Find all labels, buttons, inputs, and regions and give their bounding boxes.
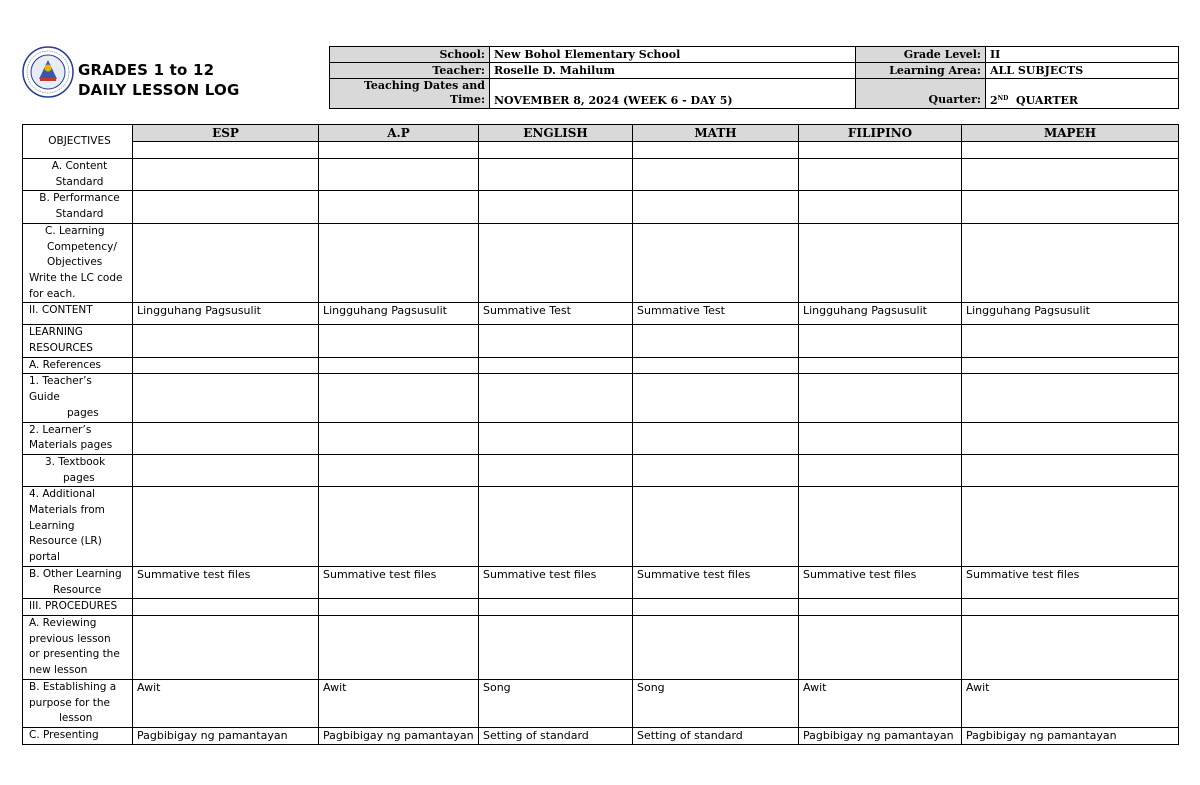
blank-cell: [799, 487, 962, 567]
other-resource-cell-esp: Summative test files: [133, 566, 319, 598]
label-line: RESOURCES: [29, 342, 93, 355]
blank-cell: [319, 422, 479, 454]
other-resource-cell-mapeh: Summative test files: [962, 566, 1179, 598]
blank-cell: [479, 325, 633, 357]
quarter-label: Quarter:: [856, 79, 986, 109]
label-line: Resource (LR): [29, 535, 102, 548]
blank-cell: [479, 615, 633, 679]
subject-ap: A.P: [319, 125, 479, 142]
blank-cell: [962, 325, 1179, 357]
textbook-pages-label: [23, 454, 133, 486]
blank-cell: [133, 325, 319, 357]
learning-resources-label: [23, 325, 133, 357]
blank-cell: [319, 454, 479, 486]
blank-cell: [319, 191, 479, 223]
label-line: for each.: [29, 287, 76, 300]
performance-standard-label: [23, 191, 133, 223]
blank-cell: [799, 615, 962, 679]
label-line: 1. Teacher’s: [29, 375, 92, 388]
teachers-guide-label: [23, 374, 133, 422]
label-line: Standard: [55, 208, 104, 221]
blank-cell: [962, 599, 1179, 616]
blank-cell: [633, 223, 799, 303]
blank-cell: [633, 615, 799, 679]
presenting-cell-math: Setting of standard: [633, 728, 799, 745]
blank-cell: [319, 374, 479, 422]
blank-cell: [633, 142, 799, 159]
label-line: B. Performance: [39, 192, 120, 205]
presenting-cell-ap: Pagbibigay ng pamantayan: [319, 728, 479, 745]
learning-area-label: Learning Area:: [856, 63, 986, 79]
label-line: 4. Additional: [29, 488, 96, 501]
school-label: School:: [330, 47, 490, 63]
additional-materials-label: [23, 487, 133, 567]
label-line: portal: [29, 551, 60, 564]
blank-cell: [479, 357, 633, 374]
subject-english: ENGLISH: [479, 125, 633, 142]
presenting-cell-english: Setting of standard: [479, 728, 633, 745]
label-line: A. Content: [51, 160, 108, 172]
blank-cell: [799, 223, 962, 303]
other-resource-cell-ap: Summative test files: [319, 566, 479, 598]
content-cell-mapeh: Lingguhang Pagsusulit: [962, 303, 1179, 325]
blank-cell: [479, 142, 633, 159]
quarter-word: QUARTER: [1016, 94, 1079, 107]
blank-cell: [133, 615, 319, 679]
content-standard-label: [23, 159, 133, 191]
content-label: II. CONTENT: [23, 303, 133, 325]
blank-cell: [319, 325, 479, 357]
other-resource-cell-english: Summative test files: [479, 566, 633, 598]
label-line: LEARNING: [29, 326, 83, 339]
label-line: Objectives: [47, 256, 103, 269]
title-block: [78, 60, 240, 100]
objectives-label: OBJECTIVES: [23, 125, 133, 159]
blank-cell: [319, 487, 479, 567]
title-daily-lesson-log: DAILY LESSON LOG: [78, 81, 240, 99]
blank-cell: [799, 325, 962, 357]
teacher-label: Teacher:: [330, 63, 490, 79]
blank-cell: [799, 599, 962, 616]
learners-materials-label: [23, 422, 133, 454]
blank-cell: [962, 454, 1179, 486]
blank-cell: [479, 191, 633, 223]
label-line: Learning: [29, 519, 75, 532]
label-line: new lesson: [29, 664, 88, 677]
subject-mapeh: MAPEH: [962, 125, 1179, 142]
blank-cell: [799, 374, 962, 422]
blank-cell: [962, 374, 1179, 422]
label-line: Materials pages: [29, 439, 113, 452]
blank-cell: [133, 454, 319, 486]
subject-filipino: FILIPINO: [799, 125, 962, 142]
teaching-dates-label-line1: Teaching Dates and: [363, 79, 485, 92]
blank-cell: [133, 142, 319, 159]
blank-cell: [799, 159, 962, 191]
content-cell-ap: Lingguhang Pagsusulit: [319, 303, 479, 325]
blank-cell: [133, 191, 319, 223]
establishing-cell-mapeh: Awit: [962, 679, 1179, 727]
grade-level-value: II: [986, 47, 1179, 63]
label-line: Guide: [29, 391, 60, 404]
references-label: A. References: [23, 357, 133, 374]
grade-level-label: Grade Level:: [856, 47, 986, 63]
subject-esp: ESP: [133, 125, 319, 142]
blank-cell: [479, 223, 633, 303]
deped-seal-logo: [22, 46, 74, 98]
label-line: Materials from: [29, 504, 105, 517]
blank-cell: [962, 487, 1179, 567]
blank-cell: [962, 191, 1179, 223]
reviewing-previous-lesson-label: [23, 615, 133, 679]
subject-math: MATH: [633, 125, 799, 142]
other-resource-cell-math: Summative test files: [633, 566, 799, 598]
presenting-cell-esp: Pagbibigay ng pamantayan: [133, 728, 319, 745]
blank-cell: [319, 599, 479, 616]
teaching-dates-label-line2: Time:: [449, 93, 485, 106]
learning-competency-label: [23, 223, 133, 303]
blank-cell: [633, 357, 799, 374]
label-line: pages: [67, 406, 99, 419]
establishing-cell-math: Song: [633, 679, 799, 727]
blank-cell: [633, 159, 799, 191]
blank-cell: [633, 325, 799, 357]
blank-cell: [633, 454, 799, 486]
label-line: 3. Textbook: [45, 455, 106, 468]
establishing-cell-esp: Awit: [133, 679, 319, 727]
establishing-cell-ap: Awit: [319, 679, 479, 727]
establishing-purpose-label: [23, 679, 133, 727]
presenting-cell-mapeh: Pagbibigay ng pamantayan: [962, 728, 1179, 745]
label-line: B. Other Learning: [29, 567, 122, 580]
blank-cell: [799, 142, 962, 159]
blank-cell: [633, 487, 799, 567]
blank-cell: [133, 357, 319, 374]
content-cell-filipino: Lingguhang Pagsusulit: [799, 303, 962, 325]
blank-cell: [319, 159, 479, 191]
label-line: Write the LC code: [29, 271, 123, 284]
blank-cell: [319, 615, 479, 679]
other-learning-resource-label: [23, 566, 133, 598]
label-line: previous lesson: [29, 632, 111, 645]
label-line: pages: [63, 471, 95, 484]
presenting-label: C. Presenting: [23, 728, 133, 745]
blank-cell: [133, 159, 319, 191]
header-info-table: [329, 46, 1179, 109]
presenting-cell-filipino: Pagbibigay ng pamantayan: [799, 728, 962, 745]
blank-cell: [479, 159, 633, 191]
blank-cell: [962, 357, 1179, 374]
blank-cell: [479, 487, 633, 567]
blank-cell: [633, 374, 799, 422]
lesson-log-table: [22, 124, 1179, 745]
blank-cell: [319, 142, 479, 159]
school-value: New Bohol Elementary School: [490, 47, 856, 63]
procedures-label: III. PROCEDURES: [23, 599, 133, 616]
content-cell-esp: Lingguhang Pagsusulit: [133, 303, 319, 325]
label-line: purpose for the: [29, 696, 111, 709]
quarter-number: 2: [990, 94, 998, 107]
label-line: 2. Learner’s: [29, 423, 92, 436]
label-line: or presenting the: [29, 648, 120, 661]
blank-cell: [962, 142, 1179, 159]
blank-cell: [799, 454, 962, 486]
quarter-value: [986, 79, 1179, 109]
blank-cell: [479, 454, 633, 486]
blank-cell: [133, 223, 319, 303]
other-resource-cell-filipino: Summative test files: [799, 566, 962, 598]
blank-cell: [962, 159, 1179, 191]
blank-cell: [633, 422, 799, 454]
blank-cell: [319, 357, 479, 374]
label-line: Standard: [55, 175, 104, 188]
blank-cell: [479, 374, 633, 422]
blank-cell: [799, 422, 962, 454]
content-cell-english: Summative Test: [479, 303, 633, 325]
label-line: A. Reviewing: [29, 616, 97, 629]
label-line: B. Establishing a: [29, 680, 117, 693]
blank-cell: [479, 422, 633, 454]
label-line: lesson: [59, 712, 93, 725]
blank-cell: [133, 487, 319, 567]
blank-cell: [962, 223, 1179, 303]
blank-cell: [962, 615, 1179, 679]
blank-cell: [133, 374, 319, 422]
teaching-dates-label: [330, 79, 490, 109]
blank-cell: [799, 191, 962, 223]
blank-cell: [633, 191, 799, 223]
label-line: Competency/: [47, 240, 117, 253]
label-line: C. Learning: [45, 224, 105, 237]
quarter-suffix: ND: [997, 95, 1009, 102]
blank-cell: [479, 599, 633, 616]
content-cell-math: Summative Test: [633, 303, 799, 325]
teacher-value: Roselle D. Mahilum: [490, 63, 856, 79]
label-line: Resource: [53, 583, 102, 596]
establishing-cell-filipino: Awit: [799, 679, 962, 727]
teaching-dates-value: NOVEMBER 8, 2024 (WEEK 6 - DAY 5): [490, 79, 856, 109]
blank-cell: [319, 223, 479, 303]
title-grades: GRADES 1 to 12: [78, 61, 215, 79]
blank-cell: [633, 599, 799, 616]
blank-cell: [799, 357, 962, 374]
blank-cell: [962, 422, 1179, 454]
blank-cell: [133, 599, 319, 616]
establishing-cell-english: Song: [479, 679, 633, 727]
learning-area-value: ALL SUBJECTS: [986, 63, 1179, 79]
blank-cell: [133, 422, 319, 454]
